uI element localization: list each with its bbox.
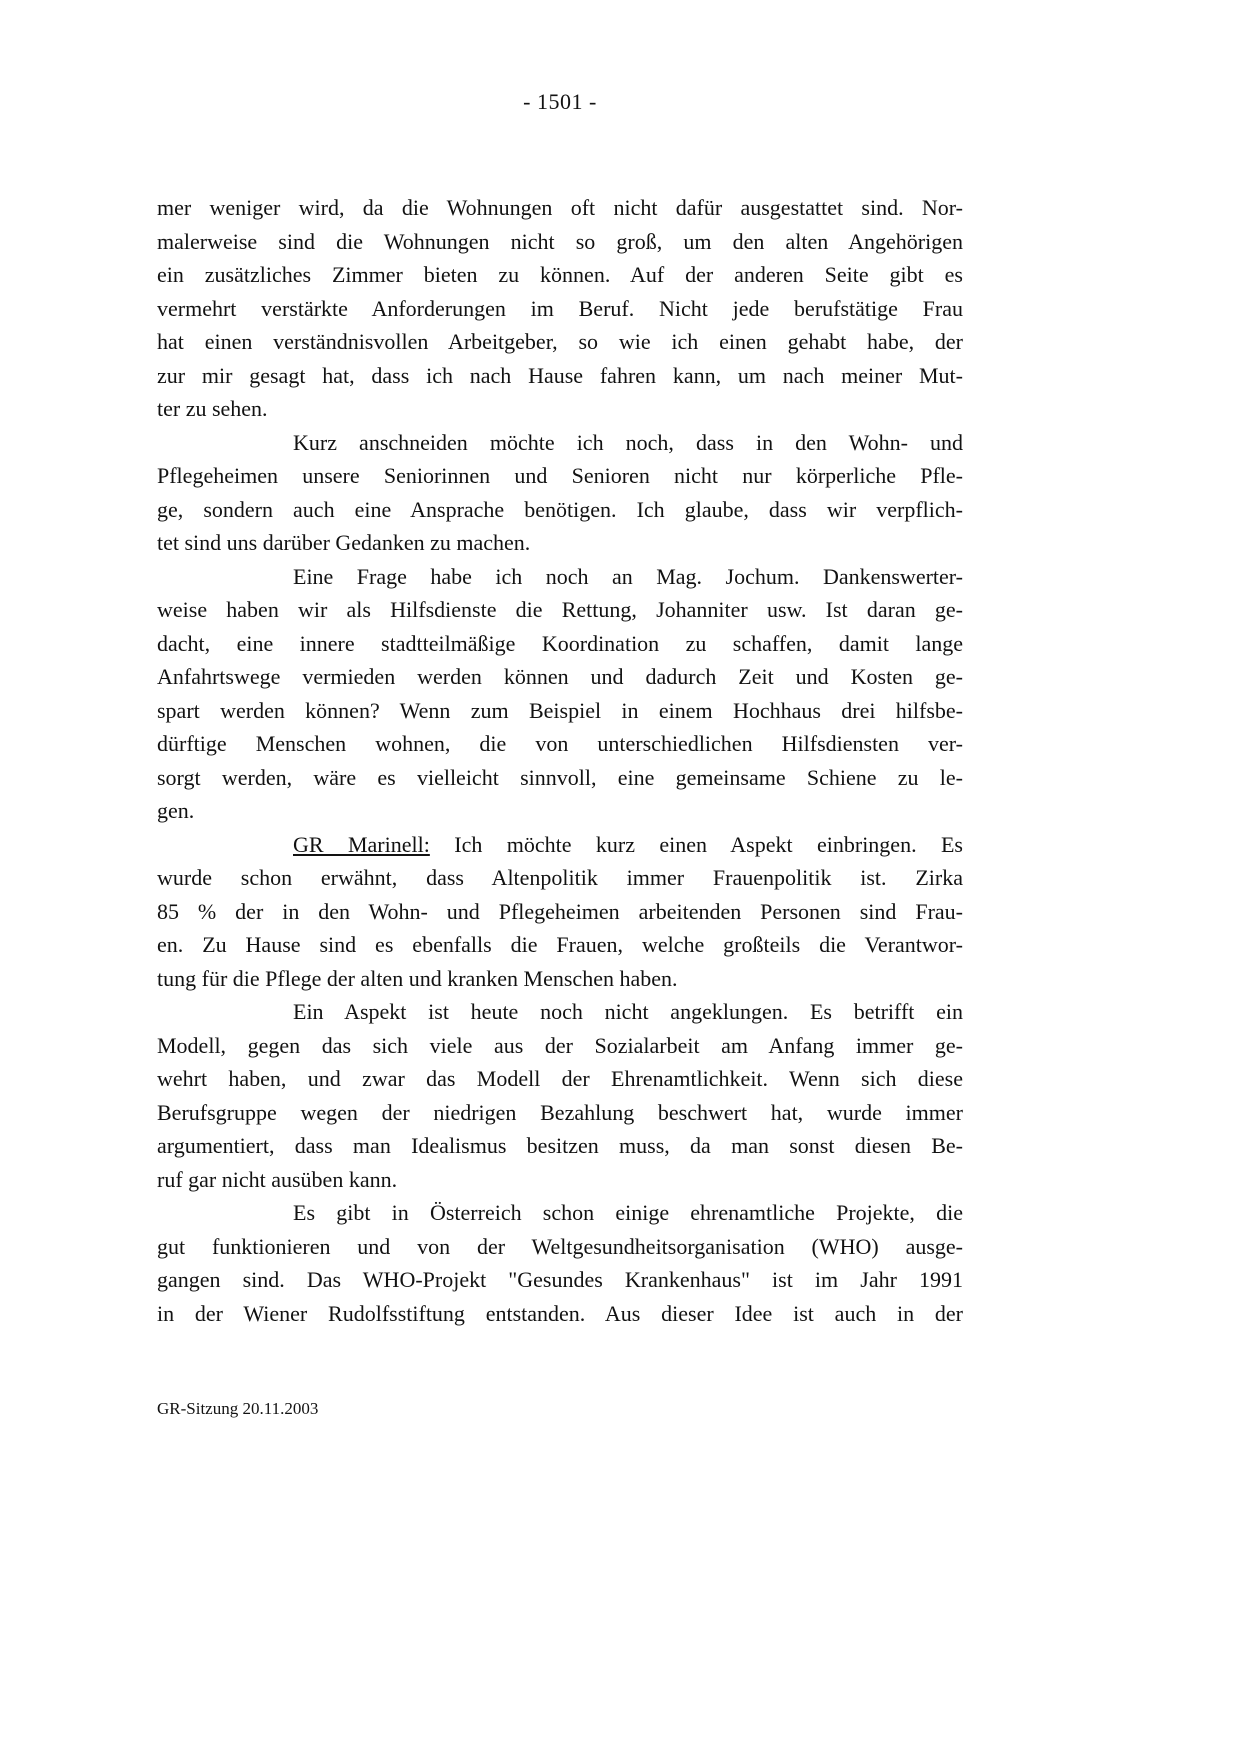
text-line: ruf gar nicht ausüben kann. — [157, 1166, 398, 1192]
text-line: vermehrt verstärkte Anforderungen im Beruf. Nicht jede berufstätige Frau — [157, 295, 963, 321]
text-line: ter zu sehen. — [157, 396, 268, 421]
text-line: gut funktionieren und von der Weltgesundheitsorganisation (WHO) ausge- — [157, 1233, 963, 1259]
text-line: gen. — [157, 798, 195, 823]
text-line: argumentiert, dass man Idealismus besitzen muss, da man sonst diesen Be- — [157, 1133, 963, 1158]
text-line: in der Wiener Rudolfsstiftung entstanden. Aus dieser Idee ist auch in der — [157, 1300, 963, 1326]
text-block — [157, 191, 963, 1330]
text-line: malerweise sind die Wohnungen nicht so groß, um den alten Angehörigen — [157, 228, 963, 254]
text-line: Berufsgruppe wegen der niedrigen Bezahlung beschwert hat, wurde immer — [157, 1099, 963, 1125]
paragraph — [157, 426, 963, 560]
text-line: spart werden können? Wenn zum Beispiel in einem Hochhaus drei hilfsbe- — [157, 697, 963, 723]
text-line: Es gibt in Österreich schon einige ehrenamtliche Projekte, die — [293, 1200, 963, 1225]
page-number: - 1501 - — [523, 89, 597, 114]
footer-text: GR-Sitzung 20.11.2003 — [157, 1399, 319, 1418]
text-line: mer weniger wird, da die Wohnungen oft nicht dafür ausgestattet sind. Nor- — [157, 195, 963, 220]
paragraph — [157, 828, 963, 996]
text-line: Ein Aspekt ist heute noch nicht angeklungen. Es betrifft ein — [293, 999, 963, 1024]
text-line: weise haben wir als Hilfsdienste die Rettung, Johanniter usw. Ist daran ge- — [157, 597, 963, 622]
paragraph — [157, 191, 963, 426]
text-line: Eine Frage habe ich noch an Mag. Jochum. Dankenswerter- — [293, 563, 963, 589]
text-line: gangen sind. Das WHO-Projekt "Gesundes Krankenhaus" ist im Jahr 1991 — [157, 1267, 963, 1292]
text-line: en. Zu Hause sind es ebenfalls die Frauen, welche großteils die Verantwor- — [157, 932, 963, 957]
text-line: GR Marinell: Ich möchte kurz einen Aspekt einbringen. Es — [293, 831, 963, 857]
text-line: Pflegeheimen unsere Seniorinnen und Senioren nicht nur körperliche Pfle- — [157, 463, 963, 488]
page-content — [157, 85, 963, 1330]
paragraph — [157, 995, 963, 1196]
text-line: ge, sondern auch eine Ansprache benötigen. Ich glaube, dass wir verpflich- — [157, 496, 963, 522]
text-line: hat einen verständnisvollen Arbeitgeber, so wie ich einen gehabt habe, der — [157, 329, 963, 354]
text-line: sorgt werden, wäre es vielleicht sinnvoll, eine gemeinsame Schiene zu le- — [157, 764, 963, 790]
text-line: Anfahrtswege vermieden werden können und dadurch Zeit und Kosten ge- — [157, 664, 963, 689]
text-line: tung für die Pflege der alten und kranken Menschen haben. — [157, 965, 678, 991]
text-line: Modell, gegen das sich viele aus der Sozialarbeit am Anfang immer ge- — [157, 1032, 963, 1058]
text-line: wehrt haben, und zwar das Modell der Ehrenamtlichkeit. Wenn sich diese — [157, 1066, 963, 1091]
text-line: tet sind uns darüber Gedanken zu machen. — [157, 530, 531, 555]
text-line: dacht, eine innere stadtteilmäßige Koordination zu schaffen, damit lange — [157, 630, 963, 656]
text-line: wurde schon erwähnt, dass Altenpolitik immer Frauenpolitik ist. Zirka — [157, 865, 963, 890]
text-line: Kurz anschneiden möchte ich noch, dass in den Wohn- und — [293, 429, 963, 455]
text-line: dürftige Menschen wohnen, die von unterschiedlichen Hilfsdiensten ver- — [157, 731, 963, 756]
speaker-name: GR Marinell: — [293, 831, 430, 857]
text-line: 85 % der in den Wohn- und Pflegeheimen arbeitenden Personen sind Frau- — [157, 898, 963, 924]
text-line: ein zusätzliches Zimmer bieten zu können. Auf der anderen Seite gibt es — [157, 262, 963, 287]
paragraph — [157, 1196, 963, 1330]
paragraph — [157, 560, 963, 828]
text-line: zur mir gesagt hat, dass ich nach Hause fahren kann, um nach meiner Mut- — [157, 362, 963, 388]
